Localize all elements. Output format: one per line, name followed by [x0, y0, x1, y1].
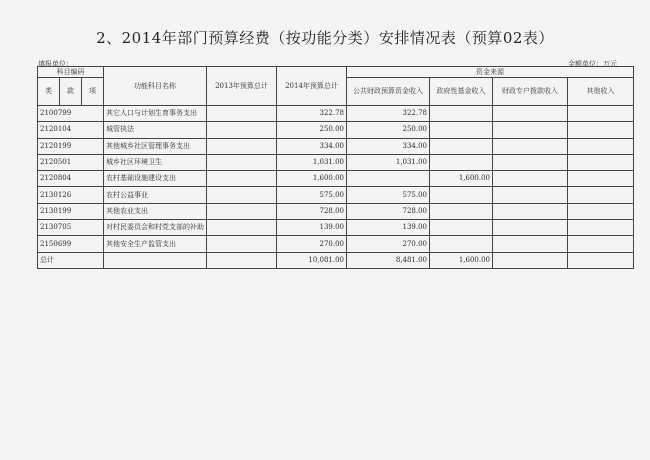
amount-unit-label: 金额单位：万元 — [568, 60, 617, 68]
row-budget-2013 — [207, 138, 277, 154]
header-funding-source: 资金来源 — [347, 67, 634, 78]
header-code-class: 类 — [38, 78, 60, 106]
total-government-fund: 1,600.00 — [430, 252, 493, 268]
total-other-income — [568, 252, 634, 268]
row-government-fund — [430, 138, 493, 154]
header-code-group: 科目编码 — [38, 67, 104, 78]
row-budget-2014: 139.00 — [277, 220, 347, 236]
table-row — [38, 106, 634, 122]
header-code-section: 款 — [60, 78, 82, 106]
row-function-name: 其他农业支出 — [104, 203, 207, 219]
row-budget-2013 — [207, 220, 277, 236]
row-other-income — [568, 106, 634, 122]
header-government-fund: 政府性基金收入 — [430, 78, 493, 106]
row-budget-2013 — [207, 203, 277, 219]
row-function-name: 农村公益事业 — [104, 187, 207, 203]
row-other-income — [568, 203, 634, 219]
row-budget-2014: 334.00 — [277, 138, 347, 154]
row-special-account — [493, 236, 568, 252]
row-function-name: 农村基础设施建设支出 — [104, 171, 207, 187]
total-row — [38, 252, 634, 268]
row-code: 2120104 — [38, 122, 104, 138]
row-special-account — [493, 171, 568, 187]
row-government-fund — [430, 203, 493, 219]
row-budget-2013 — [207, 187, 277, 203]
reporting-unit-label: 填报单位： — [38, 60, 73, 68]
row-function-name: 其它人口与计划生育事务支出 — [104, 106, 207, 122]
header-public-finance: 公共财政预算资金收入 — [347, 78, 430, 106]
row-special-account — [493, 203, 568, 219]
row-budget-2014: 322.78 — [277, 106, 347, 122]
row-special-account — [493, 187, 568, 203]
row-special-account — [493, 122, 568, 138]
table-row — [38, 187, 634, 203]
row-public-finance: 575.00 — [347, 187, 430, 203]
row-government-fund: 1,600.00 — [430, 171, 493, 187]
row-other-income — [568, 154, 634, 170]
row-other-income — [568, 187, 634, 203]
row-public-finance: 139.00 — [347, 220, 430, 236]
header-budget-2014: 2014年预算总计 — [277, 67, 347, 106]
row-code: 2100799 — [38, 106, 104, 122]
row-code: 2130705 — [38, 220, 104, 236]
table-row — [38, 154, 634, 170]
row-code: 2130199 — [38, 203, 104, 219]
table-row — [38, 220, 634, 236]
table-row — [38, 203, 634, 219]
row-public-finance: 728.00 — [347, 203, 430, 219]
row-public-finance: 250.00 — [347, 122, 430, 138]
row-function-name: 城乡社区环境卫生 — [104, 154, 207, 170]
row-special-account — [493, 106, 568, 122]
row-budget-2014: 575.00 — [277, 187, 347, 203]
row-government-fund — [430, 220, 493, 236]
row-government-fund — [430, 187, 493, 203]
row-budget-2013 — [207, 236, 277, 252]
row-special-account — [493, 138, 568, 154]
total-function-name — [104, 252, 207, 268]
row-budget-2013 — [207, 106, 277, 122]
header-budget-2013: 2013年预算总计 — [207, 67, 277, 106]
row-other-income — [568, 138, 634, 154]
total-budget-2014: 10,081.00 — [277, 252, 347, 268]
row-budget-2014: 270.00 — [277, 236, 347, 252]
row-public-finance: 334.00 — [347, 138, 430, 154]
row-other-income — [568, 236, 634, 252]
row-government-fund — [430, 154, 493, 170]
row-government-fund — [430, 106, 493, 122]
row-budget-2013 — [207, 154, 277, 170]
row-budget-2014: 1,600.00 — [277, 171, 347, 187]
row-other-income — [568, 122, 634, 138]
row-function-name: 对村民委员会和村党支部的补助 — [104, 220, 207, 236]
row-code: 2120501 — [38, 154, 104, 170]
row-other-income — [568, 220, 634, 236]
row-special-account — [493, 154, 568, 170]
table-row — [38, 171, 634, 187]
table-row — [38, 138, 634, 154]
row-government-fund — [430, 236, 493, 252]
row-public-finance: 1,031.00 — [347, 154, 430, 170]
total-special-account — [493, 252, 568, 268]
row-public-finance: 270.00 — [347, 236, 430, 252]
total-budget-2013 — [207, 252, 277, 268]
row-public-finance: 322.78 — [347, 106, 430, 122]
row-function-name: 其他安全生产监管支出 — [104, 236, 207, 252]
row-budget-2014: 250.00 — [277, 122, 347, 138]
total-label: 总计 — [38, 252, 104, 268]
row-code: 2150699 — [38, 236, 104, 252]
row-function-name: 其他城乡社区管理事务支出 — [104, 138, 207, 154]
budget-table — [37, 66, 634, 269]
row-budget-2014: 1,031.00 — [277, 154, 347, 170]
row-budget-2014: 728.00 — [277, 203, 347, 219]
row-other-income — [568, 171, 634, 187]
row-public-finance — [347, 171, 430, 187]
row-code: 2120804 — [38, 171, 104, 187]
row-budget-2013 — [207, 122, 277, 138]
header-code-item: 项 — [82, 78, 104, 106]
header-special-account: 财政专户拨款收入 — [493, 78, 568, 106]
table-row — [38, 236, 634, 252]
total-public-finance: 8,481.00 — [347, 252, 430, 268]
row-government-fund — [430, 122, 493, 138]
row-code: 2120199 — [38, 138, 104, 154]
header-other-income: 其他收入 — [568, 78, 634, 106]
header-function-name: 功能科目名称 — [104, 67, 207, 106]
row-function-name: 城管执法 — [104, 122, 207, 138]
row-special-account — [493, 220, 568, 236]
row-code: 2130126 — [38, 187, 104, 203]
table-row — [38, 122, 634, 138]
row-budget-2013 — [207, 171, 277, 187]
page-title: 2、2014年部门预算经费（按功能分类）安排情况表（预算02表） — [96, 29, 554, 47]
